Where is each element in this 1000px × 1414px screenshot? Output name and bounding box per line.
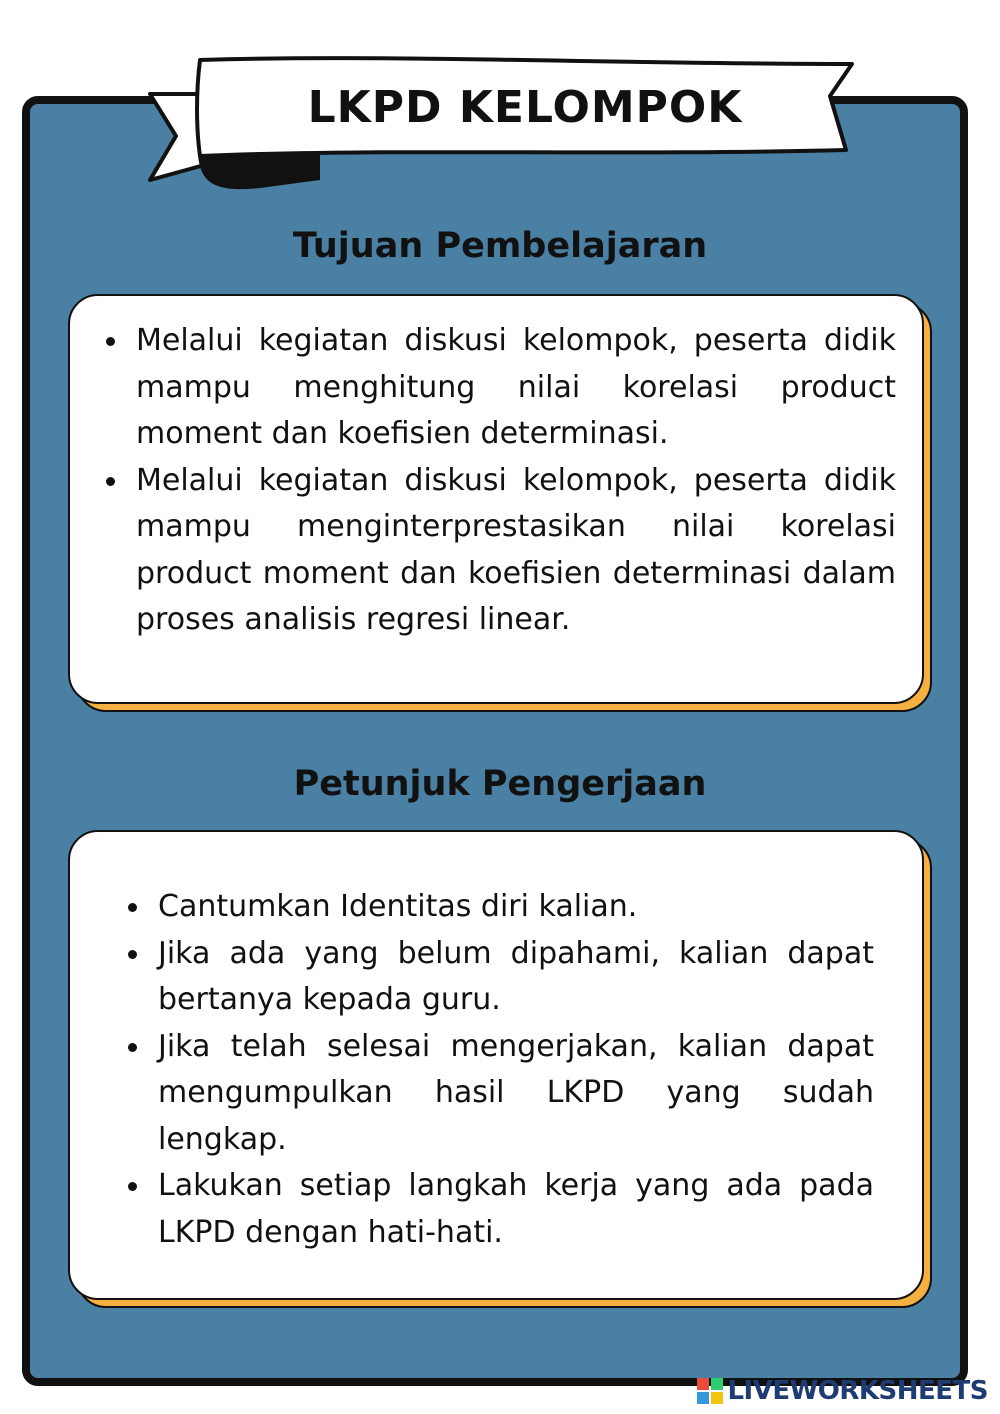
learning-objectives-heading: Tujuan Pembelajaran	[292, 226, 708, 266]
instructions-heading: Petunjuk Pengerjaan	[293, 764, 707, 804]
list-item: Jika telah selesai mengerjakan, kalian dapat mengumpulkan hasil LKPD yang sudah lengkap.	[158, 1024, 874, 1164]
liveworksheets-watermark[interactable]	[697, 1376, 988, 1406]
bullet-icon	[106, 477, 115, 486]
list-item: Melalui kegiatan diskusi kelompok, peserta didik mampu menginterprestasikan nilai korelasi product moment dan koefisien determinasi dalam proses analisis regresi linear.	[136, 458, 896, 644]
list-item: Melalui kegiatan diskusi kelompok, peserta didik mampu menghitung nilai korelasi product moment dan koefisien determinasi.	[136, 318, 896, 458]
worksheet-title: LKPD KELOMPOK	[307, 81, 743, 133]
objectives-list	[136, 318, 896, 644]
bullet-icon	[128, 1043, 137, 1052]
liveworksheets-logo-icon	[697, 1378, 723, 1404]
bullet-icon	[106, 337, 115, 346]
bullet-icon	[128, 1182, 137, 1191]
bullet-icon	[128, 903, 137, 912]
bullet-icon	[128, 950, 137, 959]
instructions-list	[158, 884, 874, 1256]
list-item: Lakukan setiap langkah kerja yang ada pada LKPD dengan hati-hati.	[158, 1163, 874, 1256]
watermark-text: LIVEWORKSHEETS	[727, 1376, 988, 1406]
list-item: Cantumkan Identitas diri kalian.	[158, 884, 874, 931]
list-item: Jika ada yang belum dipahami, kalian dapat bertanya kepada guru.	[158, 931, 874, 1024]
